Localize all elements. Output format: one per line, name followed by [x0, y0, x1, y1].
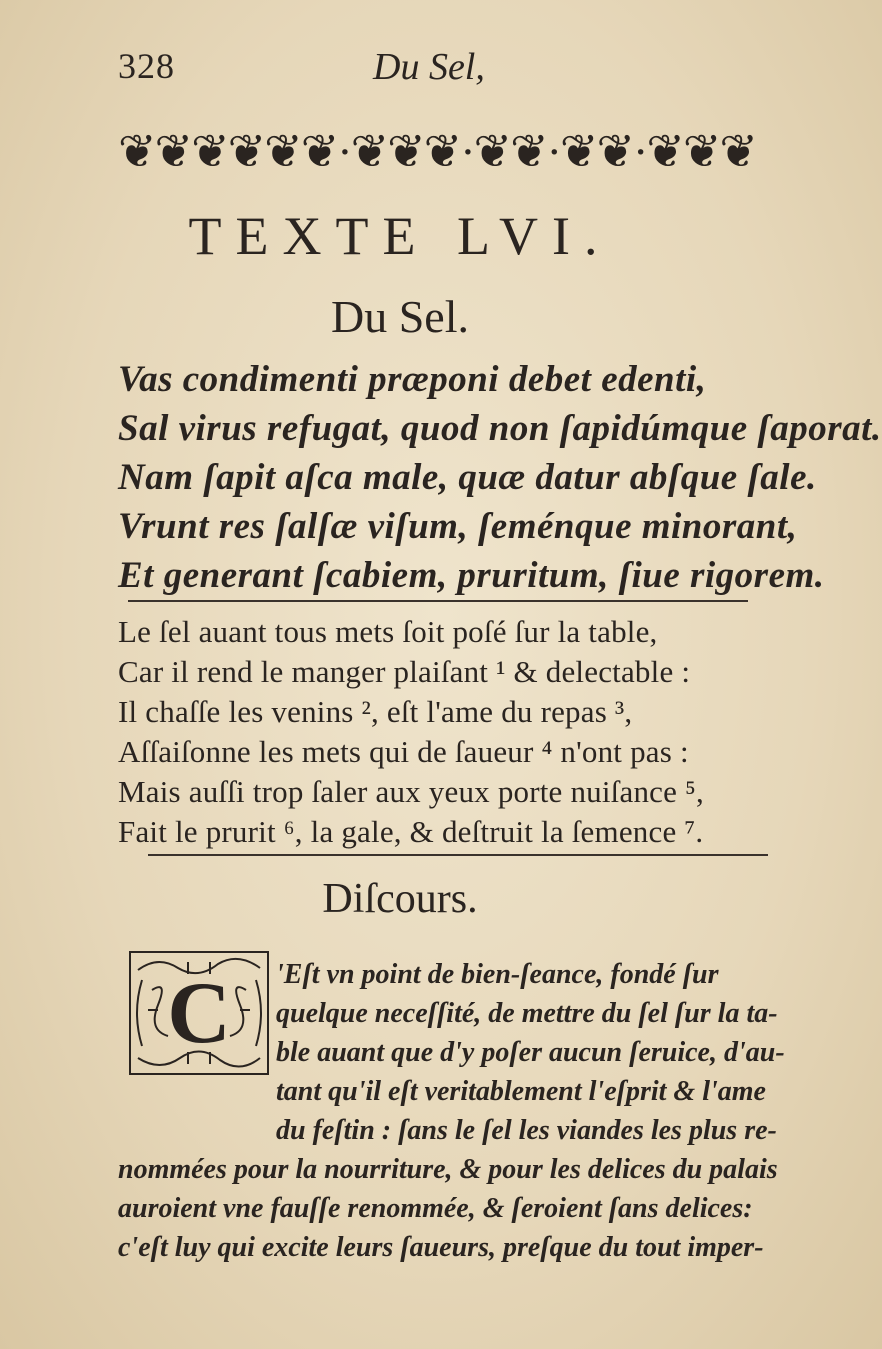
discourse-line: quelque neceſſité, de mettre du ſel ſur la ta- — [276, 998, 778, 1029]
drop-cap-letter: C — [167, 965, 231, 1062]
latin-verse — [118, 355, 882, 600]
french-line: Le ſel auant tous mets ſoit poſé ſur la table, — [118, 614, 658, 649]
latin-line: Nam ſapit aſca male, quæ datur abſque ſale. — [118, 457, 817, 498]
latin-line: Et generant ſcabiem, pruritum, ſiue rigorem. — [118, 555, 825, 596]
french-line: Car il rend le manger plaiſant ¹ & delectable : — [118, 654, 691, 689]
section-subtitle: Du Sel. — [331, 291, 469, 342]
horizontal-rule — [148, 854, 768, 856]
latin-line: Vrunt res ſalſæ viſum, ſeménque minorant, — [118, 506, 798, 547]
french-line: Il chaſſe les venins ², eſt l'ame du repas ³, — [118, 694, 633, 729]
fleuron-ornament-band: ❦❦❦❦❦❦·❦❦❦·❦❦·❦❦·❦❦❦ — [118, 126, 756, 177]
latin-line: Vas condimenti præponi debet edenti, — [118, 359, 707, 400]
running-head: Du Sel, — [373, 46, 485, 88]
french-verse — [118, 612, 788, 852]
discourse-line: du feſtin : ſans le ſel les viandes les plus re- — [276, 1115, 777, 1146]
latin-line: Sal virus refugat, quod non ſapidúmque ſaporat. — [118, 408, 882, 449]
discourse-line: 'Eſt vn point de bien-ſeance, fondé ſur — [276, 959, 719, 990]
horizontal-rule — [128, 600, 748, 602]
section-heading: TEXTE LVI. — [188, 206, 612, 266]
french-line: Aſſaiſonne les mets qui de ſaueur ⁴ n'ont pas : — [118, 734, 689, 769]
discourse-line: tant qu'il eſt veritablement l'eſprit & l'ame — [276, 1076, 766, 1107]
page-header — [118, 45, 740, 95]
french-line: Fait le prurit ⁶, la gale, & deſtruit la ſemence ⁷. — [118, 814, 704, 849]
discourse-body — [118, 955, 798, 1267]
discourse-line: nommées pour la nourriture, & pour les delices du palais — [118, 1154, 778, 1185]
discourse-line: c'eſt luy qui excite leurs ſaueurs, preſque du tout imper- — [118, 1232, 764, 1263]
page-number: 328 — [118, 46, 175, 86]
discourse-title: Diſcours. — [322, 876, 478, 922]
discourse-line: auroient vne fauſſe renommée, & ſeroient ſans delices: — [118, 1193, 753, 1224]
french-line: Mais auſſi trop ſaler aux yeux porte nuiſance ⁵, — [118, 774, 704, 809]
discourse-line: ble auant que d'y poſer aucun ſeruice, d'au- — [276, 1037, 785, 1068]
